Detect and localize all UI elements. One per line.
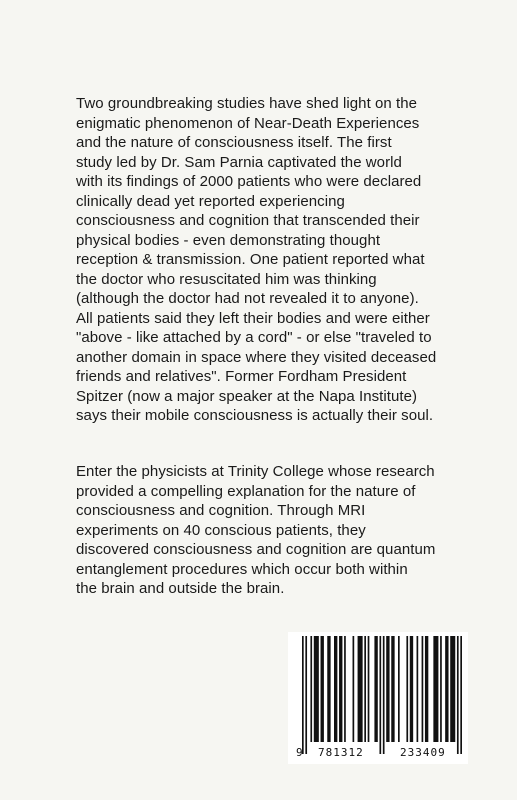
blurb-paragraph-1 xyxy=(76,94,476,426)
barcode-bar xyxy=(425,636,428,742)
blurb-line: physical bodies - even demonstrating thought xyxy=(76,231,381,249)
barcode-bar xyxy=(314,636,319,742)
blurb-line: Spitzer (now a major speaker at the Napa Institute) xyxy=(76,387,418,405)
barcode-bar xyxy=(433,636,438,742)
blurb-line: Enter the physicists at Trinity College whose research xyxy=(76,463,435,480)
blurb-line: "above - like attached by a cord" - or else "traveled to xyxy=(76,329,432,346)
blurb-line: friends and relatives". Former Fordham President xyxy=(76,368,407,385)
barcode-bar xyxy=(321,636,324,742)
barcode-bar xyxy=(383,636,385,754)
barcode-bars-graphic xyxy=(288,632,468,764)
barcode-bar xyxy=(406,636,408,742)
barcode-bar xyxy=(450,636,455,742)
barcode-bar xyxy=(410,636,413,742)
blurb-line: study led by Dr. Sam Parnia captivated the world xyxy=(76,153,402,171)
barcode-bar xyxy=(460,636,462,754)
barcode-bar xyxy=(334,636,337,742)
barcode-bar xyxy=(417,636,419,742)
barcode-bar xyxy=(368,636,370,742)
blurb-paragraph-2 xyxy=(76,462,476,599)
blurb-line: All patients said they left their bodies and were either xyxy=(76,309,430,327)
blurb-line: enigmatic phenomenon of Near-Death Experiences xyxy=(76,114,420,132)
barcode-bar xyxy=(364,636,366,742)
barcode-bar xyxy=(327,636,330,742)
barcode-left-digits: 781312 xyxy=(318,746,364,759)
barcode-right-digits: 233409 xyxy=(400,746,446,759)
blurb-line: another domain in space where they visited deceased xyxy=(76,348,437,366)
barcode-bar xyxy=(302,636,304,754)
barcode-bar xyxy=(398,636,400,742)
barcode-bar xyxy=(374,636,377,742)
blurb-line: consciousness and cognition that transcended their xyxy=(76,212,420,229)
blurb-line: clinically dead yet reported experiencing xyxy=(76,192,345,210)
isbn-barcode xyxy=(288,632,468,764)
blurb-line: discovered consciousness and cognition are quantum xyxy=(76,541,436,558)
barcode-bar xyxy=(445,636,448,742)
barcode-bar xyxy=(358,636,363,742)
blurb-line: consciousness and cognition. Through MRI xyxy=(76,502,366,519)
barcode-bar xyxy=(339,636,342,742)
blurb-line: says their mobile consciousness is actually their soul. xyxy=(76,407,434,424)
blurb-line: the brain and outside the brain. xyxy=(76,580,285,597)
barcode-bar xyxy=(344,636,346,742)
blurb-line: the doctor who resuscitated him was thinking xyxy=(76,270,377,288)
barcode-bar xyxy=(379,636,381,754)
barcode-bar xyxy=(391,636,394,742)
barcode-bar xyxy=(386,636,389,742)
blurb-line: entanglement procedures which occur both within xyxy=(76,560,408,578)
barcode-bar xyxy=(310,636,312,742)
barcode-bar xyxy=(457,636,459,754)
barcode-bar xyxy=(305,636,307,754)
blurb-line: with its findings of 2000 patients who were declared xyxy=(76,173,422,190)
blurb-line: and the nature of consciousness itself. The first xyxy=(76,134,392,151)
barcode-bar xyxy=(440,636,442,742)
blurb-line: experiments on 40 conscious patients, they xyxy=(76,521,366,539)
barcode-bar xyxy=(353,636,355,742)
barcode-first-digit: 9 xyxy=(296,746,304,759)
blurb-line: reception & transmission. One patient reported what xyxy=(76,251,425,268)
barcode-bar xyxy=(422,636,424,742)
blurb-line: (although the doctor had not revealed it to anyone). xyxy=(76,290,419,307)
blurb-line: provided a compelling explanation for the nature of xyxy=(76,482,416,500)
blurb-line: Two groundbreaking studies have shed light on the xyxy=(76,95,418,112)
